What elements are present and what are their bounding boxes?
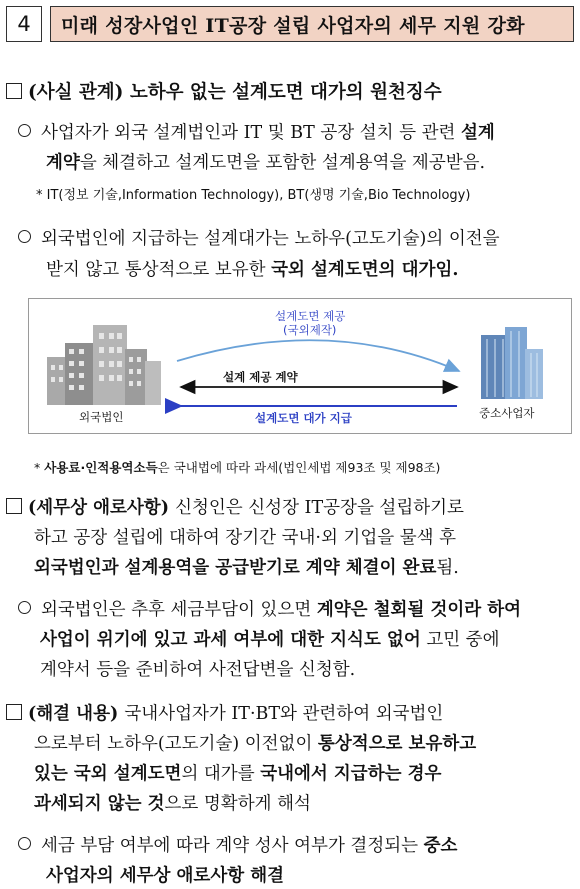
resolution-line-3: 있는 국외 설계도면의 대가를 국내에서 지급하는 경우 <box>34 764 442 784</box>
diagram-bottom-label: 설계도면 대가 지급 <box>255 411 352 425</box>
facts-paragraph-1-line-1: 사업자가 외국 설계법인과 IT 및 BT 공장 설치 등 관련 설계 <box>18 119 495 144</box>
facts-paragraph-1-line-2: 계약을 체결하고 설계도면을 포함한 설계용역을 제공받음. <box>46 153 486 173</box>
circle-bullet-icon <box>18 124 31 137</box>
circle-bullet-icon <box>18 230 31 243</box>
circle-bullet-icon <box>18 837 31 850</box>
facts-note: * IT(정보 기술,Information Technology), BT(생명 기술,Bio Technology) <box>36 188 471 203</box>
resolution-line-4: 과세되지 않는 것으로 명확하게 해석 <box>34 794 311 814</box>
square-bullet-icon <box>6 704 22 720</box>
section-number: 4 <box>17 12 31 36</box>
facts-paragraph-2-line-1: 외국법인에 지급하는 설계대가는 노하우(고도기술)의 이전을 <box>18 225 500 250</box>
circle-bullet-icon <box>18 601 31 614</box>
difficulty-line-1: (세무상 애로사항) 신청인은 신성장 IT공장을 설립하기로 <box>6 494 464 519</box>
diagram-right-label: 중소사업자 <box>479 406 535 420</box>
difficulty-paragraph-line-1: 외국법인은 추후 세금부담이 있으면 계약은 철회될 것이라 하여 <box>18 596 521 621</box>
building-icon-left <box>47 325 161 405</box>
resolution-paragraph-line-2: 사업자의 세무상 애로사항 해결 <box>46 866 285 886</box>
resolution-line-2: 으로부터 노하우(고도기술) 이전없이 통상적으로 보유하고 <box>34 734 477 754</box>
resolution-line-1: (해결 내용) 국내사업자가 IT·BT와 관련하여 외국법인 <box>6 700 443 725</box>
facts-heading: (사실 관계) 노하우 없는 설계도면 대가의 원천징수 <box>6 78 442 104</box>
diagram-mid-label: 설계 제공 계약 <box>223 370 298 384</box>
facts-paragraph-2-line-2: 받지 않고 통상적으로 보유한 국외 설계도면의 대가임. <box>46 260 459 280</box>
contract-flow-diagram <box>28 298 572 434</box>
difficulty-paragraph-line-3: 계약서 등을 준비하여 사전답변을 신청함. <box>40 660 356 680</box>
diagram-top-label-2: (국외제작) <box>283 323 337 337</box>
square-bullet-icon <box>6 83 22 99</box>
difficulty-line-3: 외국법인과 설계용역을 공급받기로 계약 체결이 완료됨. <box>34 558 459 578</box>
section-number-box <box>6 6 42 42</box>
building-icon-right <box>481 327 543 399</box>
drawing-delivery-arrow <box>177 340 459 371</box>
diagram-top-label-1: 설계도면 제공 <box>275 309 346 323</box>
diagram-left-label: 외국법인 <box>79 410 124 424</box>
difficulty-line-2: 하고 공장 설립에 대하여 장기간 국내·외 기업을 물색 후 <box>34 528 456 548</box>
section-title: 미래 성장사업인 IT공장 설립 사업자의 세무 지원 강화 <box>61 14 525 37</box>
law-note: * 사용료·인적용역소득은 국내법에 따라 과세(법인세법 제93조 및 제98조) <box>34 460 441 475</box>
difficulty-paragraph-line-2: 사업이 위기에 있고 과세 여부에 대한 지식도 없어 고민 중에 <box>40 630 500 650</box>
resolution-paragraph-line-1: 세금 부담 여부에 따라 계약 성사 여부가 결정되는 중소 <box>18 832 457 857</box>
square-bullet-icon <box>6 498 22 514</box>
section-title-box <box>50 6 574 42</box>
